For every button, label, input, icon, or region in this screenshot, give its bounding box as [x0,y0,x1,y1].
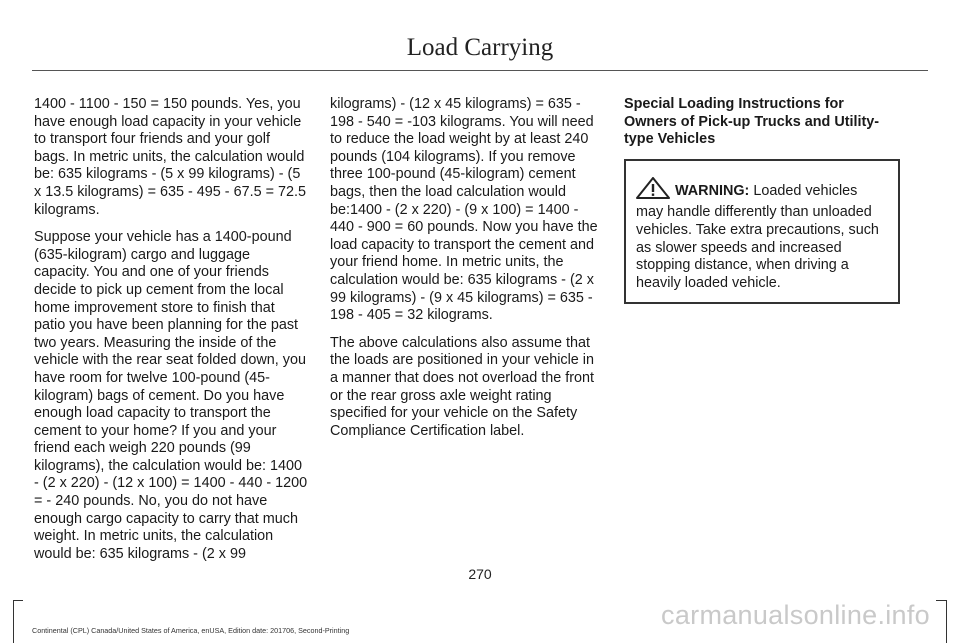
text-column-1 [34,96,308,573]
page-title: Load Carrying [406,34,554,61]
page-number: 270 [468,566,492,582]
warning-label: WARNING: [675,182,750,199]
text-column-2 [330,96,602,450]
header-divider [32,70,928,71]
watermark: carmanualsonline.info [661,600,930,630]
crop-mark [946,600,947,643]
edition-footer: Continental (CPL) Canada/United States of America, enUSA, Edition date: 201706, Second-Printing [32,626,350,635]
crop-mark [13,600,14,643]
warning-box [624,159,900,305]
paragraph: kilograms) - (12 x 45 kilograms) = 635 - 198 - 540 = -103 kilograms. You will need to reduce the load weight by at least 240 pounds (104 kilograms). If you remove three 100-pound (45-kilogram) cement bags, then the load calculation would be:1400 - (2 x 220) - (9 x 100) = 1400 - 440 - 900 = 60 pounds. Now you have the load capacity to transport the cement and your friend home. In metric units, the calculation would be: 635 kilograms - (2 x 99 kilograms) - (9 x 45 kilograms) = 635 - 198 - 405 = 32 kilograms. [330,96,598,324]
paragraph: 1400 - 1100 - 150 = 150 pounds. Yes, you have enough load capacity in your vehicle to transport four friends and your golf bags. In metric units, the calculation would be: 635 kilograms - (5 x 99 kilograms) - (5 x 13.5 kilograms) = 635 - 495 - 67.5 = 72.5 kilograms. [34,96,306,218]
paragraph: The above calculations also assume that the loads are positioned in your vehicle in a manner that does not overload the front or the rear gross axle weight rating specified for your vehicle on the Safety Compliance Certification label. [330,334,594,439]
crop-mark [13,600,23,601]
paragraph: Suppose your vehicle has a 1400-pound (635-kilogram) cargo and luggage capacity. You and one of your friends decide to pick up cement from the local home improvement store to finish that patio you have been planning for the past two years. Measuring the inside of the vehicle with the rear seat folded down, you have room for twelve 100-pound (45-kilogram) bags of cement. Do you have enough load capacity to transport the cement to your home? If you and your friend each weigh 220 pounds (99 kilograms), the calculation would be: 1400 - (2 x 220) - (12 x 100) = 1400 - 440 - 1200 = - 240 pounds. No, you do not have enough cargo capacity to carry that much weight. In metric units, the calculation would be: 635 kilograms - (2 x 99 [34,229,308,562]
warning-text: Loaded vehicles may handle differently than unloaded vehicles. Take extra precautions, such as slower speeds and increased stopping distance, when driving a heavily loaded vehicle. [636,182,879,291]
crop-mark [936,600,946,601]
warning-triangle-icon [636,177,670,205]
text-column-3 [624,96,900,304]
section-heading: Special Loading Instructions for Owners of Pick-up Trucks and Utility-type Vehicles [624,96,880,148]
